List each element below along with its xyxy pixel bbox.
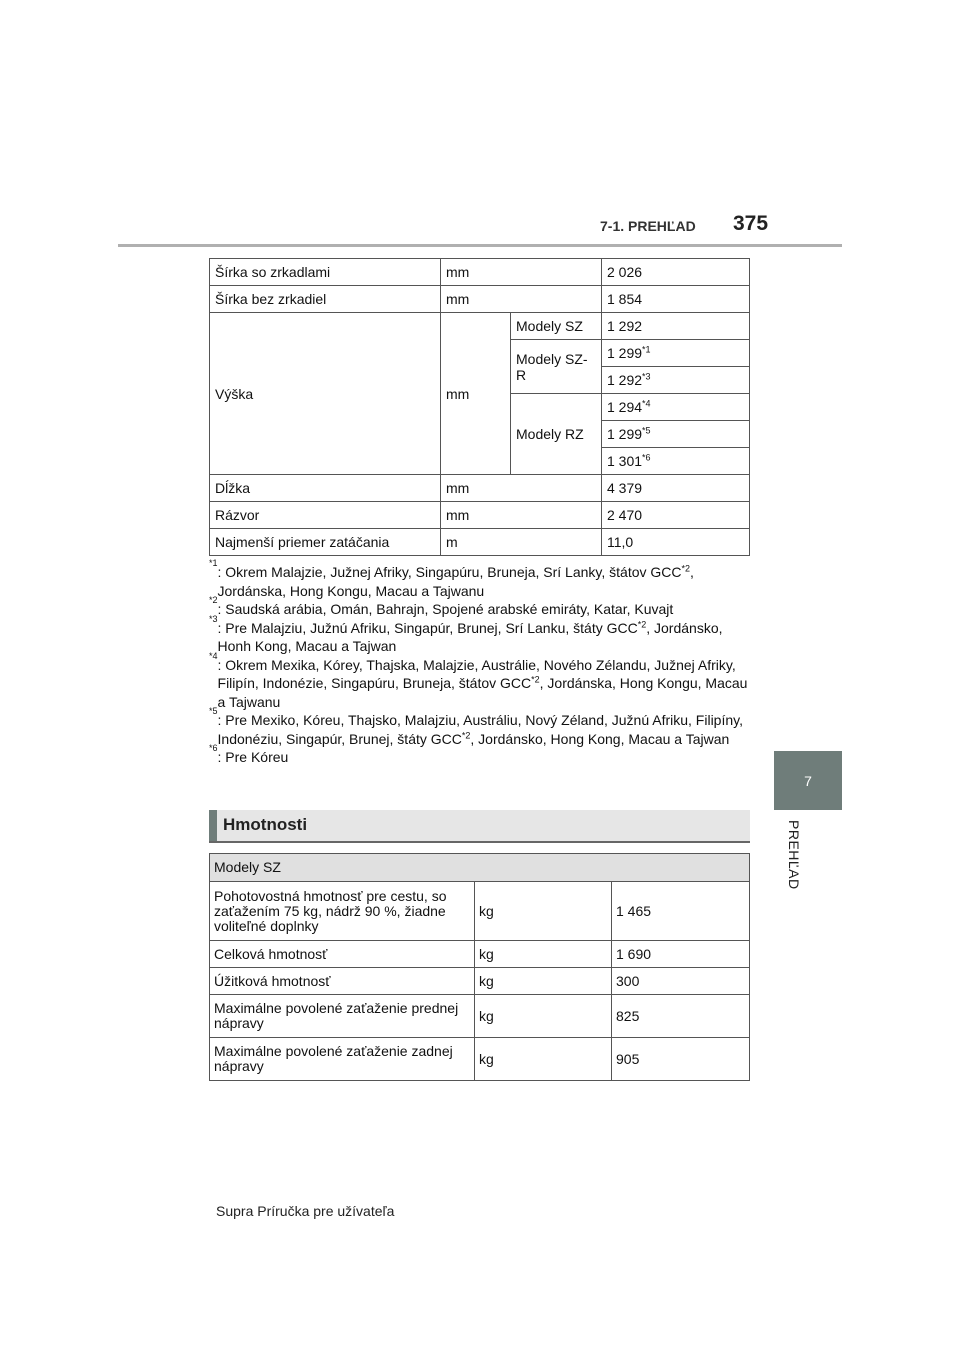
table-cell: Pohotovostná hmotnosť pre cestu, so zaťažením 75 kg, nádrž 90 %, žiadne voliteľné doplnky (210, 882, 475, 941)
chapter-tab[interactable] (774, 751, 842, 810)
footnote-text: : Pre Malajziu, Južnú Afriku, Singapúr, Brunej, Srí Lanku, štáty GCC (217, 619, 638, 636)
section-heading (209, 810, 750, 843)
table-cell: Modely SZ-R (511, 340, 602, 394)
footnote-mark: *2 (209, 595, 218, 605)
table-cell (602, 367, 750, 394)
footnote-text: , Jordánsko, Honh Kong, Macau a Tajwan (217, 619, 723, 654)
table-cell: 1 292 (602, 313, 750, 340)
table-cell: Dĺžka (210, 475, 441, 502)
table-row (210, 529, 750, 556)
footnote-ref: *3 (642, 371, 651, 382)
table-cell: Maximálne povolené zaťaženie prednej nápravy (210, 995, 475, 1038)
page-number: 375 (733, 212, 769, 235)
table-cell: kg (475, 941, 612, 968)
table-cell: kg (475, 1038, 612, 1081)
footnote-mark: *5 (209, 706, 218, 716)
footnote-mark: *3 (209, 613, 218, 624)
table-cell: 2 470 (602, 502, 750, 529)
table-row (210, 1038, 750, 1081)
table-cell: Najmenší priemer zatáčania (210, 529, 441, 556)
table-cell: Maximálne povolené zaťaženie zadnej nápravy (210, 1038, 475, 1081)
footnote-ref: *2 (681, 563, 691, 574)
table-cell: 905 (612, 1038, 750, 1081)
footnote-ref: *1 (642, 344, 651, 355)
footnote-text: : Okrem Malajzie, Južnej Afriky, Singapúru, Bruneja, Srí Lanky, štátov GCC (217, 564, 682, 580)
table-cell: 4 379 (602, 475, 750, 502)
footnote (209, 613, 754, 656)
footnotes (209, 558, 754, 767)
footnote-mark: *6 (209, 743, 218, 753)
table-cell: Celková hmotnosť (210, 941, 475, 968)
footnote-mark: *4 (209, 650, 218, 661)
table-cell: 2 026 (602, 259, 750, 286)
table-row (210, 286, 750, 313)
footnote-text: , Jordánsko, Hong Kong, Macau a Tajwan (470, 730, 730, 747)
footnote-ref: *2 (637, 618, 647, 629)
footnote-text: : Saudská arábia, Omán, Bahrajn, Spojené arabské emiráty, Katar, Kuvajt (217, 601, 674, 617)
table-cell (602, 394, 750, 421)
table-cell: 1 690 (612, 941, 750, 968)
footnote-mark: *1 (209, 558, 218, 568)
table-cell: Modely SZ (511, 313, 602, 340)
chapter-number: 7 (804, 772, 812, 789)
heading-accent-bar (209, 810, 217, 841)
table-cell: Modely RZ (511, 394, 602, 475)
table-cell: 825 (612, 995, 750, 1038)
header-divider (118, 244, 842, 247)
table-cell: 1 854 (602, 286, 750, 313)
table-row (210, 941, 750, 968)
footnote (209, 558, 754, 600)
table-cell: mm (441, 259, 602, 286)
table-cell: Šírka bez zrkadiel (210, 286, 441, 313)
footnote-text: : Okrem Mexika, Kórey, Thajska, Malajzie, Austrálie, Nového Zélandu, Južnej Afriky, Filipín, Indonézie, Singapúru, Bruneja, štátov GCC (217, 656, 736, 691)
table-cell: Úžitková hmotnosť (210, 968, 475, 995)
table-header-cell: Modely SZ (210, 854, 750, 882)
table-cell (602, 340, 750, 367)
value-text: 1 301 (607, 453, 643, 469)
table-row (210, 475, 750, 502)
table-cell: mm (441, 313, 511, 475)
table-cell: m (441, 529, 602, 556)
footnote-ref: *6 (642, 452, 651, 463)
footnote-ref: *2 (461, 729, 471, 740)
table-row (210, 502, 750, 529)
footer-text: Supra Príručka pre užívateľa (216, 1203, 395, 1219)
table-cell: mm (441, 286, 602, 313)
mass-table (209, 853, 750, 1081)
table-row (210, 882, 750, 941)
value-text: 1 299 (607, 426, 643, 442)
footnote-ref: *2 (531, 674, 540, 685)
dimensions-table (209, 258, 750, 556)
table-row (210, 313, 750, 340)
table-cell (602, 448, 750, 475)
footnote (209, 595, 754, 619)
table-cell: kg (475, 995, 612, 1038)
table-cell: Šírka so zrkadlami (210, 259, 441, 286)
section-heading-title: Hmotnosti (223, 815, 308, 834)
table-cell: mm (441, 502, 602, 529)
footnote-text: , Jordánska, Hong Kongu, Macau a Tajwanu (217, 675, 748, 710)
footnote-text: , Jordánska, Hong Kongu, Macau a Tajwanu (217, 564, 694, 599)
value-text: 1 292 (607, 372, 643, 388)
table-row (210, 259, 750, 286)
table-cell: mm (441, 475, 602, 502)
footnote (209, 706, 754, 748)
table-cell: Výška (210, 313, 441, 475)
table-cell (602, 421, 750, 448)
footnote-text: : Pre Mexiko, Kóreu, Thajsko, Malajziu, Austráliu, Nový Zéland, Južnú Afriku, Filipíny, Indonéziu, Singapúr, Brunej, štáty GCC (217, 712, 743, 747)
table-cell: kg (475, 968, 612, 995)
table-cell: Rázvor (210, 502, 441, 529)
footnote-ref: *4 (642, 398, 651, 409)
table-cell: 300 (612, 968, 750, 995)
table-header-row (210, 854, 750, 882)
footnote (209, 650, 754, 712)
footnote-ref: *5 (642, 425, 651, 436)
chapter-label: PREHĽAD (786, 820, 802, 890)
footnote (209, 743, 754, 767)
value-text: 1 299 (607, 345, 643, 361)
value-text: 1 294 (607, 399, 643, 415)
table-cell: kg (475, 882, 612, 941)
table-row (210, 995, 750, 1038)
section-title: 7-1. PREHĽAD (600, 218, 696, 234)
table-cell: 1 465 (612, 882, 750, 941)
table-cell: 11,0 (602, 529, 750, 556)
footnote-text: : Pre Kóreu (217, 749, 289, 765)
table-row (210, 968, 750, 995)
